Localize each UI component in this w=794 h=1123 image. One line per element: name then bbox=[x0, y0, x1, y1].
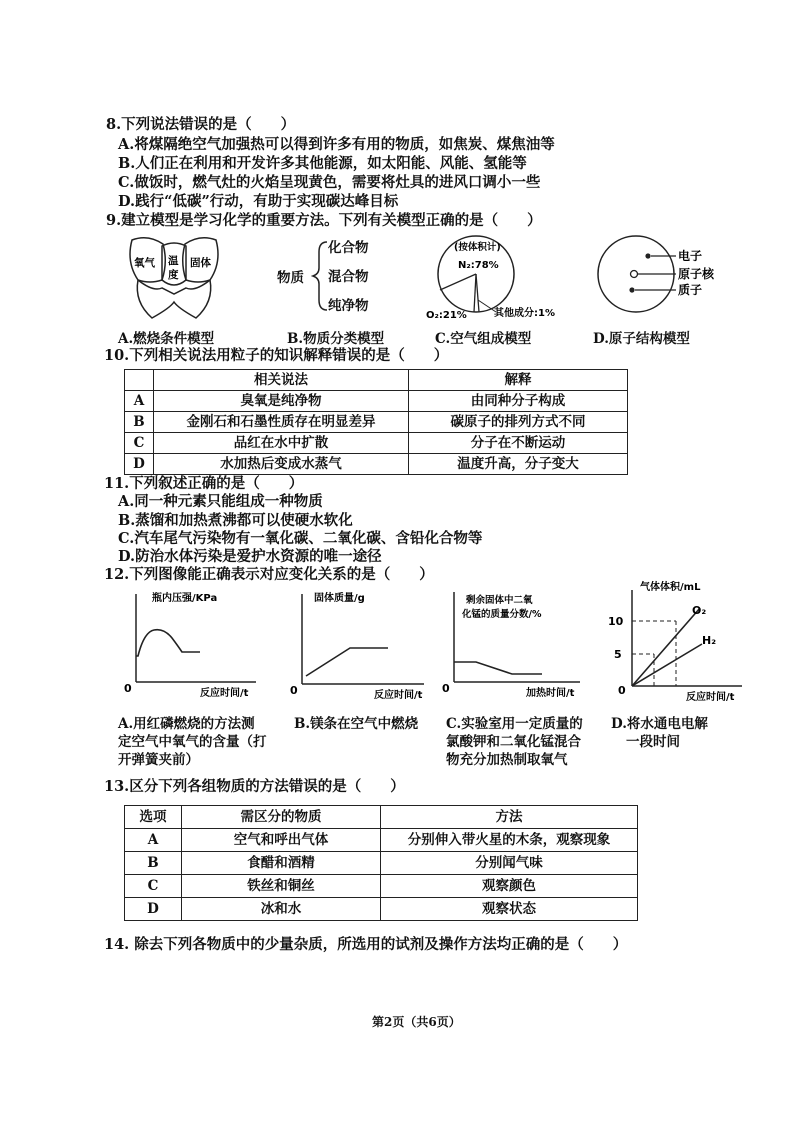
atom-label-nucleus: 原子核 bbox=[678, 267, 715, 281]
table-row bbox=[125, 412, 628, 433]
table-cell: 食醋和酒精 bbox=[182, 852, 381, 875]
graph-b-xlabel: 反应时间/t bbox=[374, 690, 423, 700]
table-cell: 铁丝和铜丝 bbox=[182, 875, 381, 898]
table-cell: 由同种分子构成 bbox=[409, 391, 628, 412]
q13-stem: 13.区分下列各组物质的方法错误的是（ ） bbox=[104, 778, 405, 795]
table-row bbox=[125, 852, 638, 875]
q8-stem: 8.下列说法错误的是（ ） bbox=[106, 116, 296, 133]
graph-c bbox=[440, 588, 590, 700]
graph-a-ylabel: 瓶内压强/KPa bbox=[152, 593, 218, 604]
graph-c-ylabel-line1: 剩余固体中二氧 bbox=[466, 595, 533, 606]
table-header-cell: 选项 bbox=[125, 806, 182, 829]
graph-d-tick-5: 5 bbox=[614, 648, 622, 661]
q12-caption-d-line1: D.将水通电电解 bbox=[611, 716, 708, 732]
table-cell: 空气和呼出气体 bbox=[182, 829, 381, 852]
table-cell: 分别闻气味 bbox=[381, 852, 638, 875]
graph-d-ylabel: 气体体积/mL bbox=[640, 582, 701, 593]
q12-caption-b: B.镁条在空气中燃烧 bbox=[294, 716, 419, 732]
q12-caption-c-line1: C.实验室用一定质量的 bbox=[446, 716, 583, 732]
graph-d-tick-10: 10 bbox=[608, 615, 624, 628]
q12-caption-c-line2: 氯酸钾和二氧化锰混合 bbox=[446, 734, 581, 750]
pie-slice-other-edge-1 bbox=[474, 274, 476, 312]
table-cell: 观察状态 bbox=[381, 898, 638, 921]
graph-d-series-h2: H₂ bbox=[702, 634, 717, 647]
graph-c-xlabel: 加热时间/t bbox=[526, 688, 575, 699]
q12-caption-a-line3: 开弹簧夹前） bbox=[118, 752, 199, 768]
atom-nucleus-circle bbox=[631, 271, 638, 278]
graph-b bbox=[288, 588, 428, 700]
atom-proton-dot bbox=[629, 287, 634, 292]
table-header-row bbox=[125, 806, 638, 829]
q12-caption-c-line3: 物充分加热制取氧气 bbox=[446, 752, 568, 768]
pie-slice-other-edge-2 bbox=[476, 274, 479, 312]
atom-electron-dot bbox=[645, 253, 650, 258]
q9-caption-b: B.物质分类模型 bbox=[287, 331, 385, 347]
atom-label-proton: 质子 bbox=[678, 283, 703, 297]
table-row bbox=[125, 391, 628, 412]
q8-option-c: C.做饭时，燃气灶的火焰呈现黄色，需要将灶具的进风口调小一些 bbox=[118, 174, 541, 191]
table-cell: A bbox=[125, 829, 182, 852]
pie-label-o2: O₂:21% bbox=[426, 310, 467, 321]
table-header-row bbox=[125, 370, 628, 391]
q9-caption-c: C.空气组成模型 bbox=[435, 331, 532, 347]
q10-stem: 10.下列相关说法用粒子的知识解释错误的是（ ） bbox=[104, 347, 449, 364]
combustion-triangle-model bbox=[118, 232, 230, 324]
table-row bbox=[125, 433, 628, 454]
table-cell: 温度升高，分子变大 bbox=[409, 454, 628, 475]
atom-structure-model bbox=[596, 234, 736, 320]
q11-option-a: A.同一种元素只能组成一种物质 bbox=[118, 493, 323, 510]
q12-stem: 12.下列图像能正确表示对应变化关系的是（ ） bbox=[104, 566, 434, 583]
combustion-solid-label: 固体 bbox=[190, 257, 211, 269]
q12-caption-d-line2: 一段时间 bbox=[626, 734, 680, 750]
graph-d-series-o2: O₂ bbox=[692, 604, 707, 617]
table-cell: 观察颜色 bbox=[381, 875, 638, 898]
graph-d-o2-line bbox=[632, 608, 700, 686]
table-header-cell bbox=[125, 370, 154, 391]
table-header-cell: 需区分的物质 bbox=[182, 806, 381, 829]
q11-option-c: C.汽车尾气污染物有一氧化碳、二氧化碳、含铅化合物等 bbox=[118, 530, 483, 547]
table-header-cell: 解释 bbox=[409, 370, 628, 391]
q13-table bbox=[124, 805, 638, 921]
table-row bbox=[125, 875, 638, 898]
q9-caption-a: A.燃烧条件模型 bbox=[118, 331, 215, 347]
classification-item-compound: 化合物 bbox=[328, 240, 369, 256]
q8-option-a: A.将煤隔绝空气加强热可以得到许多有用的物质，如焦炭、煤焦油等 bbox=[118, 136, 555, 153]
table-cell: 品红在水中扩散 bbox=[154, 433, 409, 454]
graph-c-origin: 0 bbox=[442, 682, 450, 695]
graph-d-origin: 0 bbox=[618, 684, 626, 697]
table-cell: B bbox=[125, 852, 182, 875]
q10-table bbox=[124, 369, 628, 475]
graph-c-ylabel-line2: 化锰的质量分数/% bbox=[462, 609, 542, 620]
table-cell: B bbox=[125, 412, 154, 433]
table-cell: C bbox=[125, 433, 154, 454]
graph-b-origin: 0 bbox=[290, 684, 298, 697]
classification-root: 物质 bbox=[277, 270, 304, 286]
combustion-temp-label-1: 温 bbox=[168, 255, 179, 267]
graph-b-ylabel: 固体质量/g bbox=[314, 593, 365, 604]
pie-label-n2: N₂:78% bbox=[458, 260, 499, 271]
q8-option-b: B.人们正在利用和开发许多其他能源，如太阳能、风能、氢能等 bbox=[118, 155, 527, 172]
graph-a bbox=[120, 588, 260, 700]
q12-caption-a-line1: A.用红磷燃烧的方法测 bbox=[118, 716, 255, 732]
q9-caption-d: D.原子结构模型 bbox=[593, 331, 690, 347]
graph-a-curve bbox=[136, 630, 200, 656]
table-cell: 分别伸入带火星的木条，观察现象 bbox=[381, 829, 638, 852]
atom-label-electron: 电子 bbox=[678, 249, 703, 263]
combustion-oxygen-label: 氧气 bbox=[134, 257, 155, 269]
q11-option-b: B.蒸馏和加热煮沸都可以使硬水软化 bbox=[118, 512, 353, 529]
combustion-temp-label-2: 度 bbox=[168, 269, 179, 281]
page-footer: 第2页（共6页） bbox=[372, 1015, 461, 1029]
table-cell: 分子在不断运动 bbox=[409, 433, 628, 454]
pie-title: (按体积计) bbox=[454, 242, 501, 253]
q12-caption-a-line2: 定空气中氧气的含量（打 bbox=[118, 734, 267, 750]
table-cell: D bbox=[125, 454, 154, 475]
table-header-cell: 相关说法 bbox=[154, 370, 409, 391]
table-cell: D bbox=[125, 898, 182, 921]
table-cell: 水加热后变成水蒸气 bbox=[154, 454, 409, 475]
graph-a-origin: 0 bbox=[124, 682, 132, 695]
q11-stem: 11.下列叙述正确的是（ ） bbox=[104, 475, 304, 492]
table-cell: 碳原子的排列方式不同 bbox=[409, 412, 628, 433]
pie-slice-o2-edge bbox=[440, 274, 476, 290]
table-cell: 金刚石和石墨性质存在明显差异 bbox=[154, 412, 409, 433]
graph-c-curve bbox=[454, 662, 542, 674]
table-cell: 臭氧是纯净物 bbox=[154, 391, 409, 412]
table-header-cell: 方法 bbox=[381, 806, 638, 829]
q14-stem: 14. 除去下列各物质中的少量杂质，所选用的试剂及操作方法均正确的是（ ） bbox=[104, 936, 628, 953]
graph-d bbox=[600, 578, 748, 702]
table-cell: C bbox=[125, 875, 182, 898]
q11-option-d: D.防治水体污染是爱护水资源的唯一途径 bbox=[118, 548, 382, 565]
air-composition-pie bbox=[424, 234, 574, 324]
q9-stem: 9.建立模型是学习化学的重要方法。下列有关模型正确的是（ ） bbox=[106, 212, 542, 229]
graph-b-curve bbox=[306, 648, 388, 676]
table-row bbox=[125, 829, 638, 852]
classification-item-mixture: 混合物 bbox=[328, 269, 369, 285]
graph-d-xlabel: 反应时间/t bbox=[686, 692, 735, 702]
pie-label-other: 其他成分:1% bbox=[494, 308, 555, 319]
graph-a-xlabel: 反应时间/t bbox=[200, 688, 249, 699]
q8-option-d: D.践行“低碳”行动，有助于实现碳达峰目标 bbox=[118, 193, 399, 210]
graph-d-h2-line bbox=[632, 644, 702, 686]
classification-item-pure: 纯净物 bbox=[328, 298, 369, 314]
table-cell: 冰和水 bbox=[182, 898, 381, 921]
table-row bbox=[125, 898, 638, 921]
table-cell: A bbox=[125, 391, 154, 412]
